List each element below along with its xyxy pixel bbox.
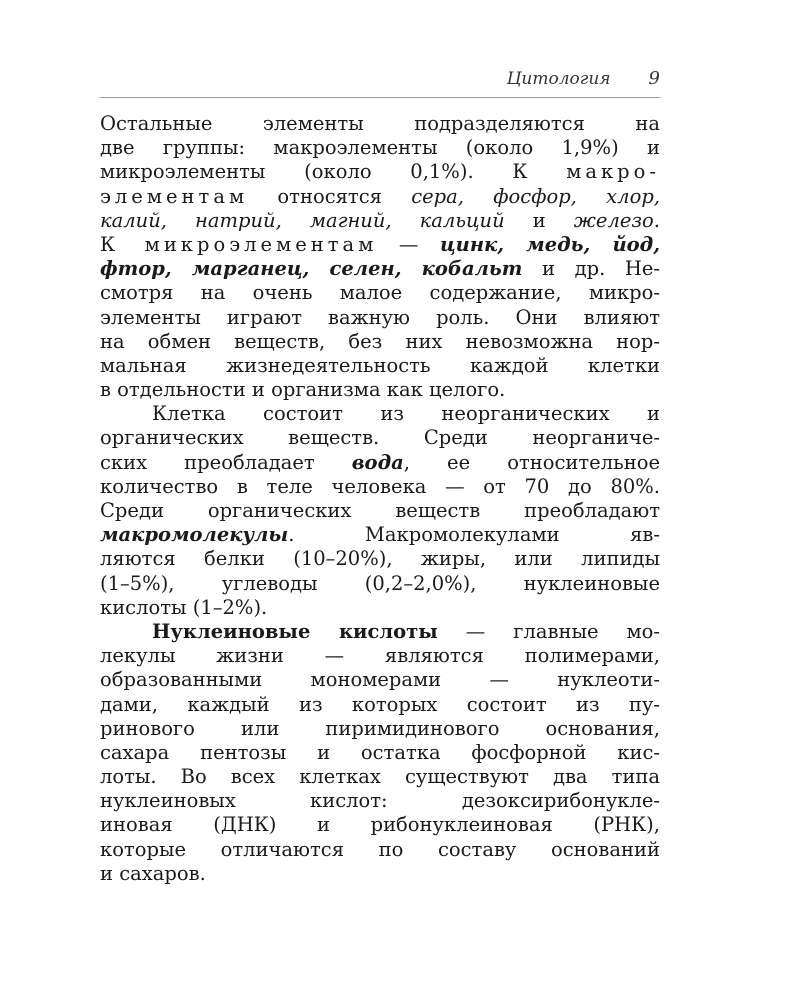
bold-italic-terms: фтор, марганец, селен, кобальт xyxy=(100,257,523,281)
text-line: на обмен веществ, без них невозможна нор- xyxy=(100,329,660,353)
bold-italic-term: макромолекулы xyxy=(100,523,289,547)
bold-term: Нуклеиновые кислоты xyxy=(152,619,438,643)
text-line: лекулы жизни — являются полимерами, xyxy=(100,644,660,668)
header-rule xyxy=(100,97,660,98)
spaced-term: элементам xyxy=(100,184,249,208)
text-line: нуклеиновых кислот: дезоксирибонукле- xyxy=(100,789,660,813)
text-line: в отдельности и организма как целого. xyxy=(100,378,506,402)
text-line: Клетка состоит из неорганических и xyxy=(152,402,660,426)
text-line: Остальные элементы подразделяются на xyxy=(100,112,660,135)
italic-terms: железо xyxy=(573,208,654,232)
text-line: ринового или пиримидинового основания, xyxy=(100,716,660,740)
running-header xyxy=(100,68,660,94)
text-line: фтор, марганец, селен, кобальт и др. Не- xyxy=(100,257,661,281)
text-line: которые отличаются по составу оснований xyxy=(100,837,660,861)
body-text xyxy=(100,112,660,886)
bold-italic-term: вода xyxy=(351,450,404,474)
text-line: К микроэлементам — цинк, медь, йод, xyxy=(100,232,661,256)
paragraph-2 xyxy=(100,402,660,620)
paragraph-1 xyxy=(100,112,660,402)
italic-terms: калий, натрий, магний, кальций xyxy=(100,208,505,232)
paragraph-3 xyxy=(100,620,660,886)
text-line: две группы: макроэлементы (около 1,9%) и xyxy=(100,136,660,160)
text-line: ляются белки (10–20%), жиры, или липиды xyxy=(100,547,660,571)
text-line: Среди органических веществ преобладают xyxy=(100,499,660,522)
text-line: образованными мономерами — нуклеоти- xyxy=(100,668,660,692)
text-line: смотря на очень малое содержание, микро- xyxy=(100,281,660,305)
text-line: (1–5%), углеводы (0,2–2,0%), нуклеиновые xyxy=(100,571,660,595)
text-line: кислоты (1–2%). xyxy=(100,595,268,619)
text-line: элементы играют важную роль. Они влияют xyxy=(100,305,660,329)
text-line: лоты. Во всех клетках существуют два типа xyxy=(100,765,660,789)
text-line: количество в теле человека — от 70 до 80%. xyxy=(100,474,660,498)
text-line: калий, натрий, магний, кальций и железо. xyxy=(100,208,660,232)
text-line: и сахаров. xyxy=(100,861,206,885)
bold-italic-terms: цинк, медь, йод, xyxy=(439,232,661,256)
italic-terms: сера, фосфор, хлор, xyxy=(411,184,660,208)
text-line: макромолекулы. Макромолекулами яв- xyxy=(100,523,660,547)
text-line: элементам относятся сера, фосфор, хлор, xyxy=(100,184,660,208)
text-line: ских преобладает вода, ее относительное xyxy=(100,450,660,474)
text-line: органических веществ. Среди неорганиче- xyxy=(100,426,660,450)
section-title: Цитология xyxy=(506,69,611,89)
spaced-term: К микроэлементам xyxy=(100,232,378,256)
text-line: Нуклеиновые кислоты — главные мо- xyxy=(152,619,661,643)
text-line: микроэлементы (около 0,1%). К макро- xyxy=(100,160,660,184)
page-number: 9 xyxy=(648,68,660,89)
text-line: сахара пентозы и остатка фосфорной кис- xyxy=(100,740,660,764)
spaced-term: макро- xyxy=(566,160,660,184)
text-line: дами, каждый из которых состоит из пу- xyxy=(100,692,660,716)
text-line: мальная жизнедеятельность каждой клетки xyxy=(100,353,660,377)
text-line: иновая (ДНК) и рибонуклеиновая (РНК), xyxy=(100,813,660,837)
